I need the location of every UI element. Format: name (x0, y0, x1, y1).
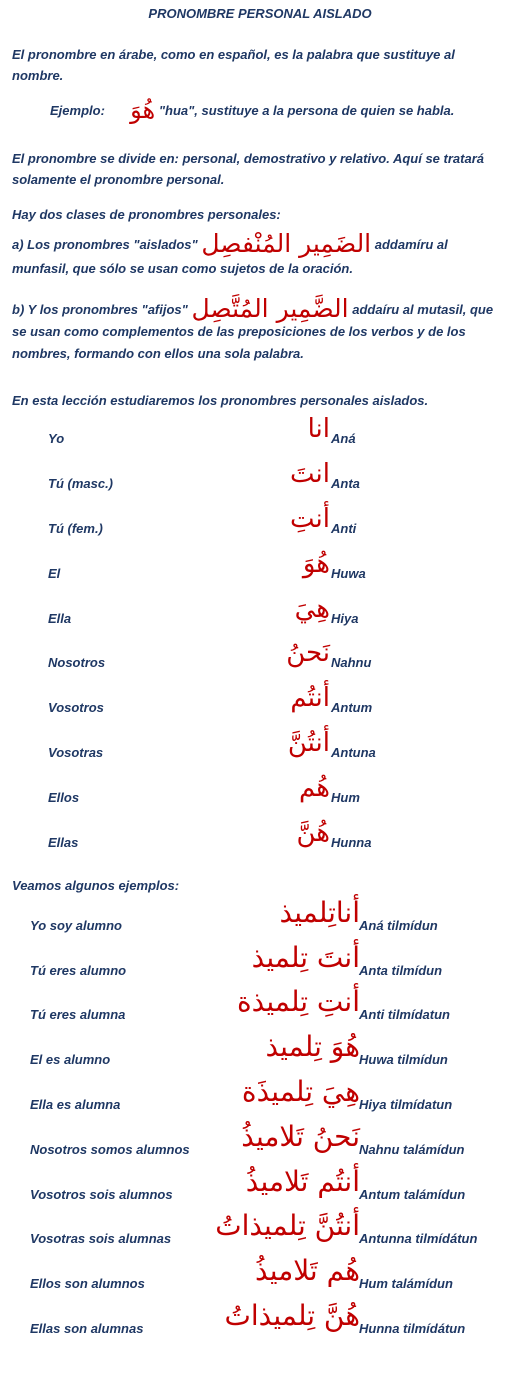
example-arabic: أنتَ تِلميذ (251, 941, 360, 974)
affix-paragraph (12, 294, 508, 365)
example-arabic: أنتُنَّ تِلميذاتُ (215, 1209, 360, 1242)
example-arabic: هُنَّ تِلميذاتُ (224, 1299, 360, 1332)
example-spanish: Ellas son alumnas (30, 1321, 144, 1336)
division-paragraph: El pronombre se divide en: personal, demostrativo y relativo. Aquí se tratará solamente el pronombre personal. (12, 151, 484, 187)
pronoun-transliteration: Antuna (331, 745, 376, 760)
example-transliteration: Anta tilmídun (359, 963, 443, 978)
pronoun-transliteration: Anta (331, 476, 360, 491)
pronoun-spanish: El (48, 566, 61, 581)
affix-start: b) Y los pronombres "afijos" (12, 302, 188, 317)
pronoun-arabic: هِيَ (294, 594, 330, 624)
example-transliteration: Anti tilmídatun (359, 1007, 450, 1022)
pronoun-arabic: نَحنُ (286, 638, 330, 668)
pronoun-arabic: هُم (298, 773, 330, 803)
example-transliteration: Hiya tilmídatun (359, 1097, 453, 1112)
example-spanish: Vosotros sois alumnos (30, 1187, 173, 1202)
pronoun-spanish: Tú (masc.) (48, 476, 114, 491)
example-transliteration: Antum talámídun (359, 1187, 466, 1202)
example-arabic: أنتُم تَلاميذُ (245, 1165, 360, 1198)
pronoun-spanish: Nosotros (48, 655, 106, 670)
intro-paragraph: El pronombre en árabe, como en español, es la palabra que sustituye al nombre. (12, 47, 455, 83)
pronoun-spanish: Ellas (48, 835, 79, 850)
pronoun-spanish: Ellos (48, 790, 80, 805)
pronoun-arabic: أنتُنَّ (287, 728, 330, 758)
isolated-end: addamíru al munfasil, que sólo se usan como sujetos de la oración. (12, 237, 448, 276)
pronoun-transliteration: Hiya (331, 611, 359, 626)
affix-end: addaíru al mutasil, que se usan como complementos de las preposiciones de los verbos y de los nombres, formando con ellos una sola palabra. (12, 302, 494, 361)
example-transliteration: Aná tilmídun (359, 918, 438, 933)
pronoun-spanish: Yo (48, 431, 65, 446)
example-arabic: نَحنُ تَلاميذُ (241, 1120, 360, 1153)
pronoun-transliteration: Hunna (331, 835, 372, 850)
pronoun-spanish: Ella (48, 611, 72, 626)
example-line (50, 96, 510, 124)
example-transliteration: Huwa tilmídun (359, 1052, 448, 1067)
example-spanish: El es alumno (30, 1052, 111, 1067)
example-transliteration: Hum talámídun (359, 1276, 453, 1291)
pronoun-transliteration: Huwa (331, 566, 366, 581)
pronoun-spanish: Tú (fem.) (48, 521, 103, 536)
example-transliteration: Nahnu talámídun (359, 1142, 465, 1157)
example-arabic: أنتِ تِلميذة (236, 985, 360, 1018)
example-transliteration: Hunna tilmídátun (359, 1321, 466, 1336)
example-arabic: هِيَ تِلميذَة (241, 1075, 360, 1108)
classes-paragraph: Hay dos clases de pronombres personales: (12, 207, 281, 222)
pronoun-arabic: أنتِ (290, 504, 330, 534)
example-arabic: هُوَ تِلميذ (265, 1030, 360, 1063)
isolated-start: a) Los pronombres "aislados" (12, 237, 198, 252)
example-arabic: هُم تَلاميذُ (255, 1254, 360, 1287)
example-label: Ejemplo: (50, 103, 105, 118)
pronoun-transliteration: Antum (331, 700, 373, 715)
pronoun-arabic: أنتُم (290, 683, 330, 713)
example-transliteration: Antunna tilmídátun (359, 1231, 478, 1246)
pronoun-transliteration: Anti (331, 521, 357, 536)
pronoun-arabic: انتَ (290, 459, 330, 489)
example-spanish: Nosotros somos alumnos (30, 1142, 190, 1157)
affix-arabic: الضَّمِير المُتَّصِل (191, 294, 349, 323)
lesson-paragraph: En esta lección estudiaremos los pronombres personales aislados. (12, 393, 429, 408)
page-title: PRONOMBRE PERSONAL AISLADO (148, 6, 372, 21)
example-spanish: Ellos son alumnos (30, 1276, 145, 1291)
isolated-arabic: الضَمِير المُنْفصِل (201, 229, 372, 258)
pronoun-spanish: Vosotras (48, 745, 104, 760)
pronoun-arabic: هُوَ (302, 549, 330, 579)
pronoun-spanish: Vosotros (48, 700, 104, 715)
example-spanish: Yo soy alumno (30, 918, 122, 933)
pronoun-transliteration: Aná (331, 431, 356, 446)
pronoun-arabic: هُنَّ (296, 818, 330, 848)
examples-heading: Veamos algunos ejemplos: (12, 878, 180, 893)
example-arabic: أناتِلميذ (279, 896, 360, 929)
pronoun-transliteration: Nahnu (331, 655, 372, 670)
example-spanish: Vosotras sois alumnas (30, 1231, 172, 1246)
example-spanish: Tú eres alumno (30, 963, 127, 978)
pronoun-arabic: انا (307, 414, 330, 444)
isolated-paragraph (12, 229, 508, 281)
example-spanish: Ella es alumna (30, 1097, 121, 1112)
pronoun-transliteration: Hum (331, 790, 360, 805)
example-spanish: Tú eres alumna (30, 1007, 126, 1022)
example-arabic: هُوَ (130, 96, 156, 124)
example-text: "hua", sustituye a la persona de quien se habla. (158, 103, 455, 118)
